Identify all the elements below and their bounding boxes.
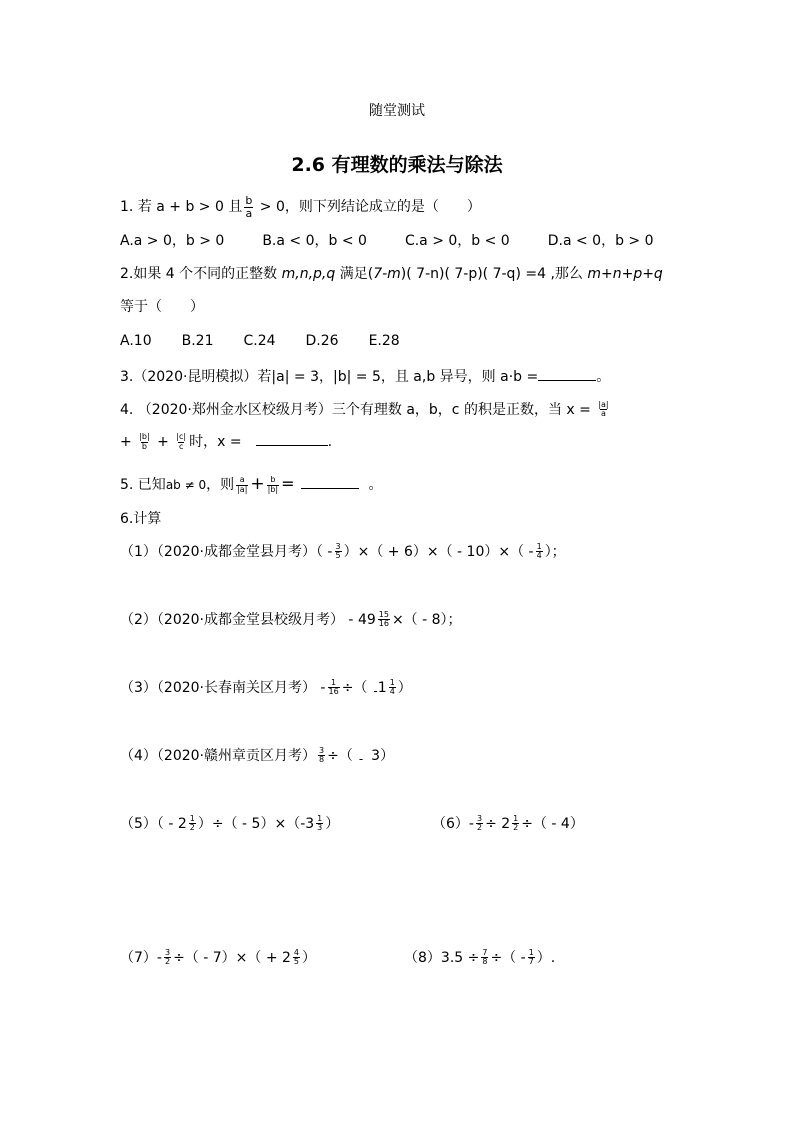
p3-text-b: ÷（	[341, 679, 368, 696]
p3-text-c: ）	[397, 679, 412, 696]
fraction-denominator: 16	[328, 687, 339, 697]
fraction-denominator: 7	[528, 957, 534, 967]
q6-part-3	[120, 679, 412, 697]
p3-fraction-b	[389, 679, 396, 697]
q1-option-a: A.a > 0，b > 0	[120, 233, 225, 249]
p7-text-a: （7）-	[120, 949, 162, 966]
q1-prefix: 1. 若 a + b > 0 且	[120, 199, 243, 216]
fraction-numerator: 1	[189, 814, 195, 823]
fraction-numerator: |c|	[176, 432, 187, 442]
p2-fraction	[378, 611, 390, 629]
q3-text: 3.（2020·昆明模拟）若|a| = 3，|b| = 5，且 a,b 异号，则 a·b =	[120, 369, 539, 385]
fraction-numerator: b	[270, 475, 276, 485]
fraction-numerator: 4	[293, 948, 300, 957]
p5-text-c: ）	[325, 815, 340, 832]
q3-end: 。	[596, 369, 611, 385]
q4-text: 4. （2020·郑州金水区校级月考）三个有理数 a，b，c 的积是正数，当 x =	[120, 401, 591, 418]
q1-fraction	[244, 195, 253, 219]
q6-part-5	[120, 815, 339, 833]
page-subtitle: 随堂测试	[369, 103, 425, 119]
q6-part-1	[120, 543, 566, 561]
fraction-numerator: 7	[482, 948, 488, 957]
q4-fraction-a	[597, 401, 609, 419]
minus-sign: -	[358, 751, 364, 766]
q5-fraction-b	[267, 476, 279, 494]
p4-text-c: 3）	[371, 747, 395, 764]
plus-sign: +	[120, 434, 132, 450]
fraction-numerator: 1	[317, 814, 323, 823]
q5-fraction-a	[236, 476, 248, 494]
fraction-denominator: a	[601, 409, 606, 419]
p4-text-b: ÷（	[327, 747, 353, 764]
q2-options	[120, 334, 400, 348]
q6-part-7	[120, 949, 316, 967]
q2-sum-expression: m+n+p+q	[587, 266, 663, 282]
q4-fraction-b	[138, 433, 150, 451]
q5-prefix: 5. 已知	[120, 477, 166, 493]
fraction-numerator: 15	[378, 610, 389, 619]
fraction-numerator: 3	[476, 814, 483, 823]
q4-end: .	[327, 434, 333, 450]
fraction-denominator: |a|	[237, 484, 248, 494]
q2-variables: m,n,p,q	[281, 266, 336, 282]
fraction-denominator: 2	[164, 957, 171, 967]
p2-text-b: ×（ - 8）；	[391, 611, 462, 628]
page-title: 2.6 有理数的乘法与除法	[291, 154, 503, 176]
q2-option-e: E.28	[368, 333, 400, 349]
p3-whole: 1	[377, 679, 387, 696]
p5-fraction-a	[189, 815, 196, 833]
q6-part-8	[404, 949, 555, 967]
fraction-denominator: 8	[482, 957, 488, 967]
answer-blank[interactable]	[256, 433, 328, 446]
q2-option-d: D.26	[305, 333, 339, 349]
answer-blank[interactable]	[538, 368, 596, 381]
fraction-numerator: 3	[164, 948, 171, 957]
question-3	[120, 368, 610, 384]
p3-text-a: （3）（2020·长春南关区月考） -	[120, 679, 326, 696]
p4-fraction	[318, 747, 325, 765]
q1-option-c: C.a > 0，b < 0	[404, 233, 510, 249]
fraction-numerator: 1	[389, 678, 395, 687]
p6-text-b: ÷ 2	[485, 815, 511, 832]
p6-fraction-b	[512, 815, 519, 833]
q1-option-b: B.a < 0，b < 0	[262, 233, 367, 249]
fraction-numerator: 1	[331, 678, 337, 687]
p8-fraction-a	[481, 949, 488, 967]
fraction-numerator: 1	[536, 542, 542, 551]
fraction-denominator: c	[178, 441, 184, 451]
p3-fraction-a	[328, 679, 340, 697]
q4-text-b: 时，x =	[189, 434, 242, 450]
q1-option-d: D.a < 0，b > 0	[547, 233, 654, 249]
q4-fraction-c	[175, 433, 187, 451]
p1-text-c: ）；	[544, 543, 566, 560]
plus-sign: +	[157, 434, 169, 450]
fraction-numerator: a	[239, 475, 245, 485]
q2-text-c: )( 7-n)( 7-p)( 7-q) =4 ,那么	[400, 266, 588, 282]
question-2	[120, 267, 663, 281]
p5-text-b: ）÷（ - 5）×（-3	[197, 815, 315, 832]
fraction-denominator: 2	[189, 823, 195, 833]
q5-end: 。	[368, 477, 383, 493]
fraction-denominator: 2	[513, 823, 519, 833]
q2-option-c: C.24	[243, 333, 276, 349]
p8-text-a: （8）3.5 ÷	[404, 949, 480, 966]
equals-sign: =	[281, 474, 295, 493]
fraction-denominator: 3	[317, 823, 323, 833]
fraction-numerator: 1	[513, 814, 519, 823]
q2-text-a: 2.如果 4 个不同的正整数	[120, 266, 282, 282]
fraction-denominator: 8	[319, 755, 325, 765]
p5-fraction-b	[316, 815, 323, 833]
fraction-numerator: 3	[319, 746, 325, 755]
q6-part-4	[120, 747, 394, 765]
question-4	[120, 401, 612, 419]
p7-fraction-b	[293, 949, 300, 967]
p7-text-c: ）	[302, 949, 317, 966]
fraction-denominator: a	[245, 206, 253, 220]
q2-line-2: 等于（ ）	[120, 299, 204, 315]
q5-mid: ，则	[206, 477, 235, 493]
plus-sign: +	[250, 474, 265, 494]
minus-sign: -	[373, 683, 378, 698]
p1-text-b: ）×（ + 6）×（ - 10）×（ -	[343, 543, 534, 560]
p6-text-a: （6）-	[432, 815, 474, 832]
q1-options	[120, 234, 654, 248]
p8-text-b: ÷（ -	[490, 949, 526, 966]
fraction-denominator: 16	[378, 619, 389, 629]
p6-text-c: ÷（ - 4）	[521, 815, 584, 832]
p7-fraction-a	[164, 949, 171, 967]
fraction-numerator: 3	[335, 542, 341, 551]
question-1	[120, 195, 481, 219]
fraction-denominator: 2	[476, 823, 483, 833]
p5-text-a: （5）（ - 2	[120, 815, 187, 832]
q2-text-b: 满足(	[335, 266, 374, 282]
fraction-numerator: b	[245, 194, 253, 207]
q1-suffix: > 0，则下列结论成立的是（ ）	[255, 199, 481, 216]
fraction-denominator: 5	[335, 551, 341, 561]
q4-line-2	[120, 433, 332, 451]
fraction-denominator: 5	[293, 957, 300, 967]
fraction-denominator: |b|	[267, 484, 279, 494]
answer-blank[interactable]	[301, 476, 359, 489]
question-5	[120, 476, 383, 494]
p8-text-c: ）.	[536, 949, 556, 966]
q2-option-b: B.21	[181, 333, 214, 349]
p1-text-a: （1）（2020·成都金堂县月考）（ -	[120, 543, 333, 560]
fraction-numerator: |a|	[598, 400, 609, 409]
p8-fraction-b	[528, 949, 535, 967]
q5-condition: ab ≠ 0	[165, 478, 207, 492]
q6-title: 6.计算	[120, 511, 162, 527]
fraction-numerator: 1	[528, 948, 534, 957]
q6-part-2	[120, 611, 462, 629]
p2-text-a: （2）（2020·成都金堂县校级月考） - 49	[120, 611, 376, 628]
q2-option-a: A.10	[120, 333, 152, 349]
q2-seven-minus-m: 7-m	[373, 266, 401, 282]
fraction-denominator: 4	[389, 687, 395, 697]
fraction-denominator: b	[141, 441, 147, 451]
p1-fraction-b	[536, 543, 543, 561]
p6-fraction-a	[476, 815, 483, 833]
p7-text-b: ÷（ - 7）×（ + 2	[173, 949, 291, 966]
p1-fraction-a	[335, 543, 342, 561]
fraction-numerator: |b|	[139, 432, 150, 442]
q6-part-6	[432, 815, 584, 833]
p4-text-a: （4）（2020·赣州章贡区月考）	[120, 747, 316, 764]
fraction-denominator: 4	[536, 551, 542, 561]
